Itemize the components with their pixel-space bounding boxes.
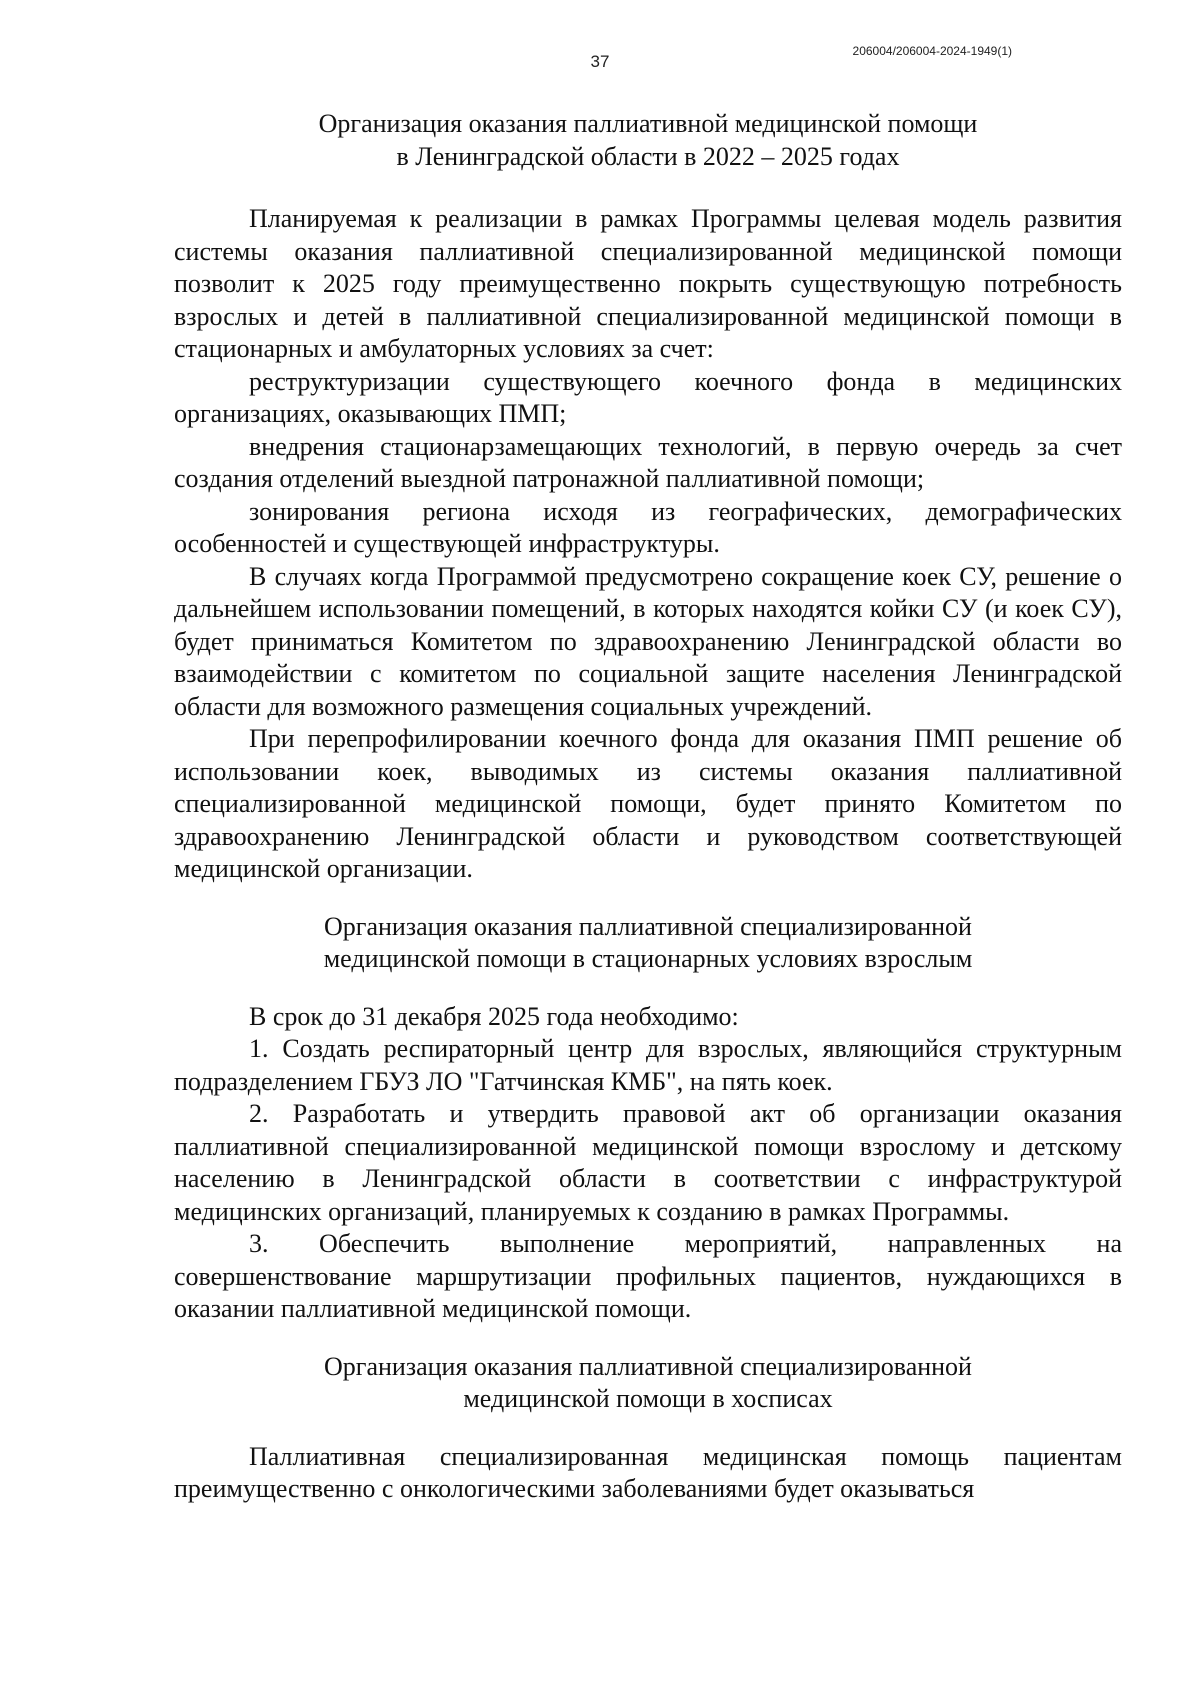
section-title-palliative-care-organization (174, 108, 1122, 173)
section-title-inpatient-adults (174, 911, 1122, 976)
section-title-line: медицинской помощи в стационарных условиях взрослым (323, 944, 973, 973)
page-number: 37 (590, 52, 610, 71)
section-title-line: медицинской помощи в хосписах (463, 1384, 833, 1413)
document-id: 206004/206004-2024-1949(1) (852, 44, 1012, 58)
numbered-item: 1. Создать респираторный центр для взрослых, являющийся структурным подразделением ГБУЗ ЛО "Гатчинская КМБ", на пять коек. (174, 1034, 1122, 1096)
list-item: реструктуризации существующего коечного фонда в медицинских организациях, оказывающих ПМП; (174, 366, 1122, 428)
paragraph: В срок до 31 декабря 2025 года необходимо: (249, 1001, 739, 1031)
section-title-line: Организация оказания паллиативной медицинской помощи (318, 109, 978, 138)
paragraph: При перепрофилировании коечного фонда для оказания ПМП решение об использовании коек, выводимых из системы оказания паллиативной специализированной медицинской помощи, будет принято Комитетом по здравоохранению Ленинградской области и руководством соответствующей медицинской организации. (174, 724, 1122, 883)
section-title-line: Организация оказания паллиативной специализированной (324, 911, 972, 941)
list-item: зонирования региона исходя из географических, демографических особенностей и существующей инфраструктуры. (174, 496, 1122, 558)
paragraph: В случаях когда Программой предусмотрено сокращение коек СУ, решение о дальнейшем использовании помещений, в которых находятся койки СУ (и коек СУ), будет приниматься Комитетом по здравоохранению Ленинградской области во взаимодействии с комитетом по социальной защите населения Ленинградской области для возможного размещения социальных учреждений. (174, 561, 1122, 721)
numbered-item: 2. Разработать и утвердить правовой акт об организации оказания паллиативной специализированной медицинской помощи взрослому и детскому населению в Ленинградской области в соответствии с инфраструктурой медицинских организаций, планируемых к созданию в рамках Программы. (174, 1099, 1122, 1226)
section-title-hospices (174, 1351, 1122, 1416)
section-title-line: Организация оказания паллиативной специализированной (324, 1351, 972, 1381)
section-title-line: в Ленинградской области в 2022 – 2025 годах (396, 141, 900, 171)
document-body (174, 108, 1122, 1506)
numbered-item: 3. Обеспечить выполнение мероприятий, направленных на совершенствование маршрутизации профильных пациентов, нуждающихся в оказании паллиативной медицинской помощи. (174, 1229, 1122, 1323)
list-item: внедрения стационарзамещающих технологий, в первую очередь за счет создания отделений выездной патронажной паллиативной помощи; (174, 431, 1122, 493)
paragraph: Планируемая к реализации в рамках Программы целевая модель развития системы оказания паллиативной специализированной медицинской помощи позволит к 2025 году преимущественно покрыть существующую потребность взрослых и детей в паллиативной специализированной медицинской помощи в стационарных и амбулаторных условиях за счет: (174, 204, 1122, 363)
paragraph: Паллиативная специализированная медицинская помощь пациентам преимущественно с онкологическими заболеваниями будет оказываться (174, 1441, 1122, 1503)
